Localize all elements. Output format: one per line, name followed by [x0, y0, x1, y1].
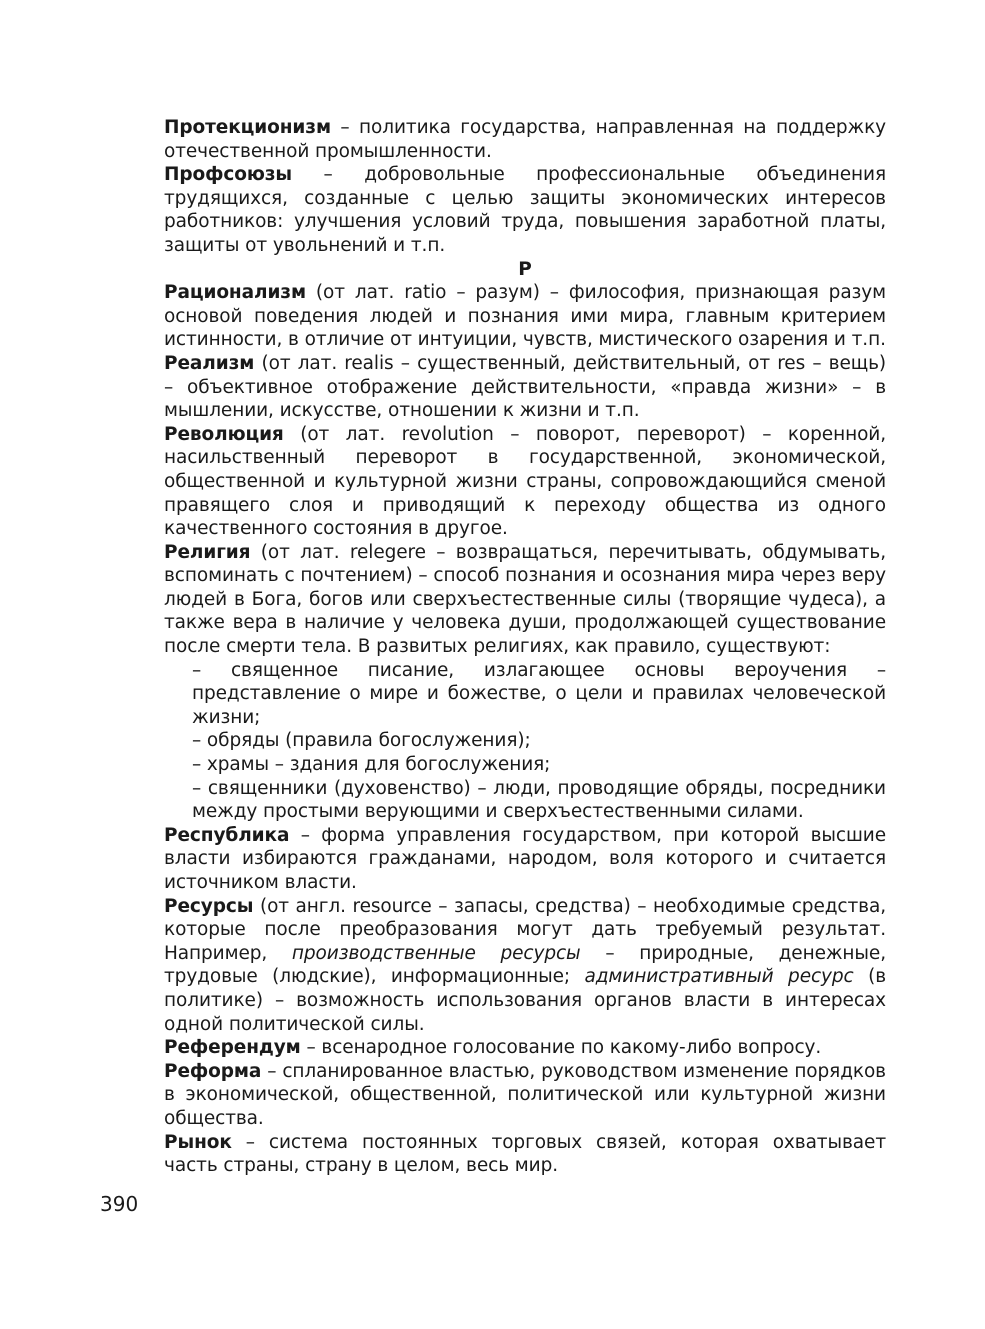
glossary-page — [164, 116, 886, 1178]
entry-term: Референдум — [164, 1037, 301, 1059]
entry-definition: – всенародное голосование по какому-либо вопросу. — [300, 1037, 822, 1059]
entry-term: Профсоюзы — [164, 164, 293, 186]
entry-definition: (от лат. ratio – разум) – философия, признающая разум основой поведения людей и познания ими мира, главным критерием истинности, в отличие от интуиции, чувств, мистического озарения и т.п. — [164, 282, 886, 351]
entry-term: Ресурсы — [164, 895, 254, 917]
entry-definition: – система постоянных торговых связей, которая охватывает часть страны, страну в целом, весь мир. — [164, 1131, 886, 1177]
entry-revolution — [164, 423, 886, 541]
entry-definition: – спланированное властью, руководством изменение порядков в экономической, общественной, политической или культурной жизни общества. — [164, 1060, 886, 1129]
list-item: – храмы – здания для богослужения; — [192, 754, 551, 776]
entry-definition: – добровольные профессиональные объединения трудящихся, созданные с целью защиты экономических интересов работников: улучшения условий труда, повышения заработной платы, защиты от увольнений и т.п. — [164, 164, 886, 256]
entry-definition: (от лат. realis – существенный, действительный, от res – вещь) – объективное отображение действительности, «правда жизни» – в мышлении, искусстве, отношении к жизни и т.п. — [164, 352, 886, 422]
entry-definition-part: (от англ. resource – запасы, средства) – необходимые средства, которые после преобразования могут дать требуемый результат. Например, — [164, 895, 886, 964]
entry-realism — [164, 352, 886, 423]
entry-trade-unions — [164, 163, 886, 257]
entry-definition: – политика государства, направленная на поддержку отечественной промышленности. — [164, 117, 886, 162]
entry-definition: (от лат. relegere – возвращаться, перечитывать, обдумывать, вспоминать с почтением) – способ познания и осознания мира через веру людей в Бога, богов или сверхъестественные силы (творящие чудеса), а также вера в наличие у человека души, продолжающей существование после смерти тела. В развитых религиях, как правило, существуют: — [164, 541, 886, 658]
list-item: – обряды (правила богослужения); — [192, 730, 531, 752]
entry-term: Реформа — [164, 1060, 262, 1082]
entry-term: Революция — [164, 423, 284, 445]
religion-items-list — [164, 659, 886, 824]
entry-reform — [164, 1060, 886, 1131]
entry-emphasis: производственные ресурсы — [291, 942, 581, 964]
entry-republic — [164, 824, 886, 895]
entry-term: Религия — [164, 541, 251, 563]
entry-referendum — [164, 1036, 886, 1060]
entry-definition: (от лат. revolution – поворот, переворот) – коренной, насильственный переворот в государственной, экономической, общественной и культурной жизни страны, сопровождающийся сменой правящего слоя и приводящий к переходу общества из одного качественного состояния в другое. — [164, 423, 886, 540]
entry-definition-part: (в политике) – возможность использования органов власти в интересах одной политической силы. — [164, 966, 887, 1035]
entry-market — [164, 1131, 886, 1178]
entry-term: Протекционизм — [164, 117, 331, 138]
entry-term: Рационализм — [164, 282, 306, 304]
entry-term: Республика — [164, 824, 290, 846]
entry-rationalism — [164, 281, 886, 352]
section-letter-heading: Р — [518, 258, 532, 280]
entry-term: Реализм — [164, 352, 255, 374]
page-number: 390 — [100, 1192, 139, 1216]
entry-term: Рынок — [164, 1131, 232, 1153]
entry-emphasis: административный ресурс — [584, 966, 854, 988]
entry-definition: – форма управления государством, при которой высшие власти избираются гражданами, народом, воля которого и считается источником власти. — [164, 824, 886, 893]
entry-protectionism — [164, 116, 886, 163]
entry-religion — [164, 541, 886, 659]
list-item: – священники (духовенство) – люди, проводящие обряды, посредники между простыми верующими и сверхъестественными силами. — [192, 777, 886, 823]
list-item: – священное писание, излагающее основы вероучения – представление о мире и божестве, о цели и правилах человеческой жизни; — [192, 659, 886, 728]
entry-resources — [164, 895, 886, 1037]
entry-definition-part: – природные, денежные, трудовые (людские), информационные; — [164, 942, 886, 988]
